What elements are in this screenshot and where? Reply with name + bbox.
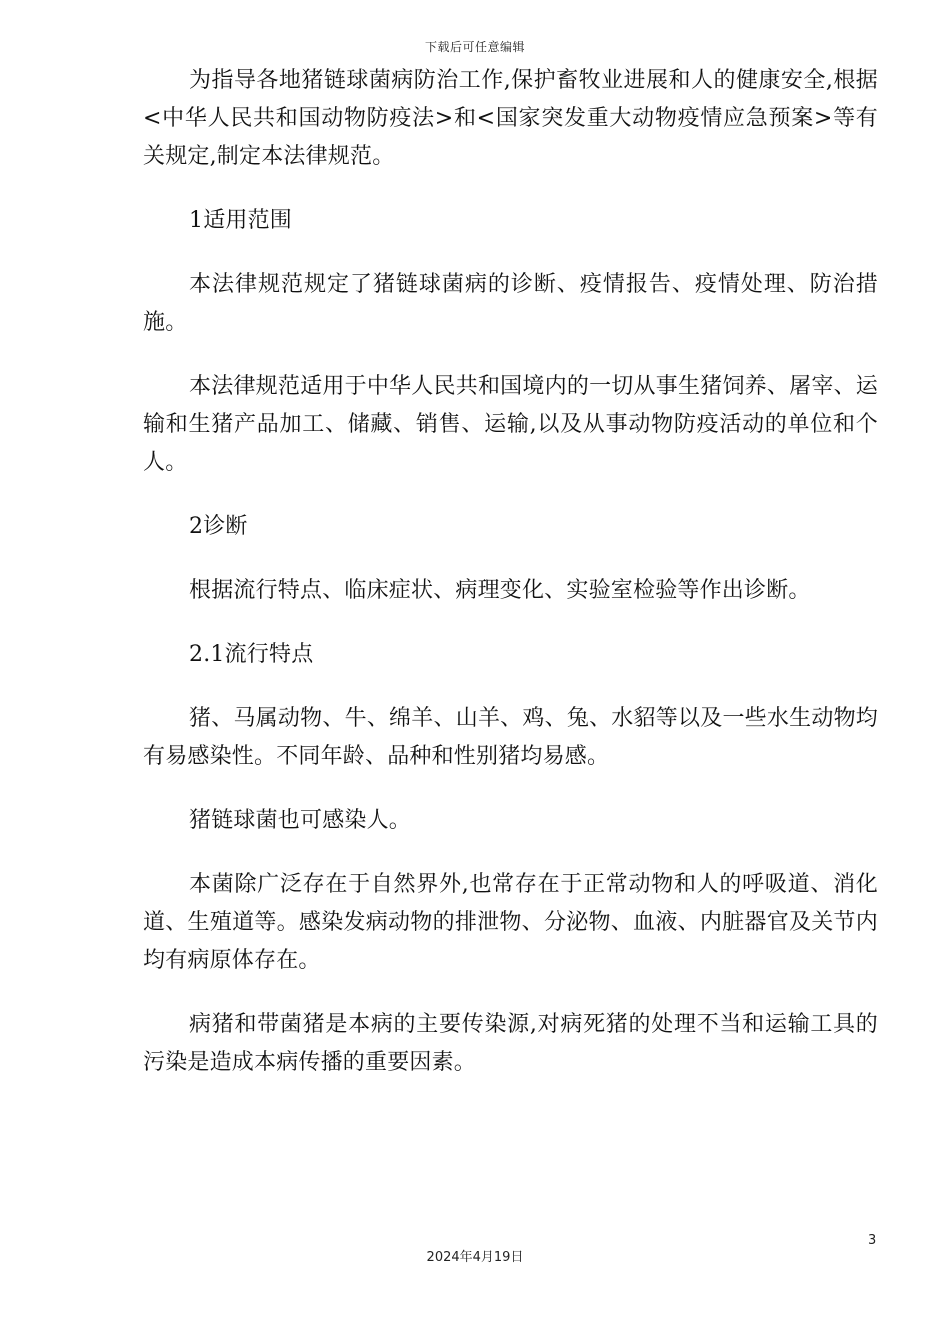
page-number: 3 — [868, 1233, 877, 1248]
footer-date: 2024年4月19日 — [426, 1250, 524, 1265]
subsection-heading-epidemiology: 2.1流行特点 — [189, 642, 314, 667]
document-body — [143, 62, 878, 1108]
paragraph-scope-content: 本法律规范规定了猪链球菌病的诊断、疫情报告、疫情处理、防治措施。 — [143, 272, 878, 335]
paragraph-diagnosis-basis: 根据流行特点、临床症状、病理变化、实验室检验等作出诊断。 — [189, 578, 811, 603]
paragraph-scope-applicability: 本法律规范适用于中华人民共和国境内的一切从事生猪饲养、屠宰、运输和生猪产品加工、储藏、销售、运输,以及从事动物防疫活动的单位和个人。 — [143, 374, 878, 475]
section-heading-diagnosis: 2诊断 — [189, 514, 248, 539]
paragraph-pathogen-distribution: 本菌除广泛存在于自然界外,也常存在于正常动物和人的呼吸道、消化道、生殖道等。感染发病动物的排泄物、分泌物、血液、内脏器官及关节内均有病原体存在。 — [143, 872, 878, 973]
header-note: 下载后可任意编辑 — [424, 40, 525, 54]
section-heading-scope: 1适用范围 — [189, 208, 292, 233]
paragraph-intro: 为指导各地猪链球菌病防治工作,保护畜牧业进展和人的健康安全,根据<中华人民共和国动物防疫法>和<国家突发重大动物疫情应急预案>等有关规定,制定本法律规范。 — [143, 68, 878, 169]
paragraph-transmission-source: 病猪和带菌猪是本病的主要传染源,对病死猪的处理不当和运输工具的污染是造成本病传播的重要因素。 — [143, 1012, 878, 1075]
paragraph-human-infection: 猪链球菌也可感染人。 — [189, 808, 412, 833]
paragraph-susceptible-animals: 猪、马属动物、牛、绵羊、山羊、鸡、兔、水貂等以及一些水生动物均有易感染性。不同年龄、品种和性别猪均易感。 — [143, 706, 878, 769]
